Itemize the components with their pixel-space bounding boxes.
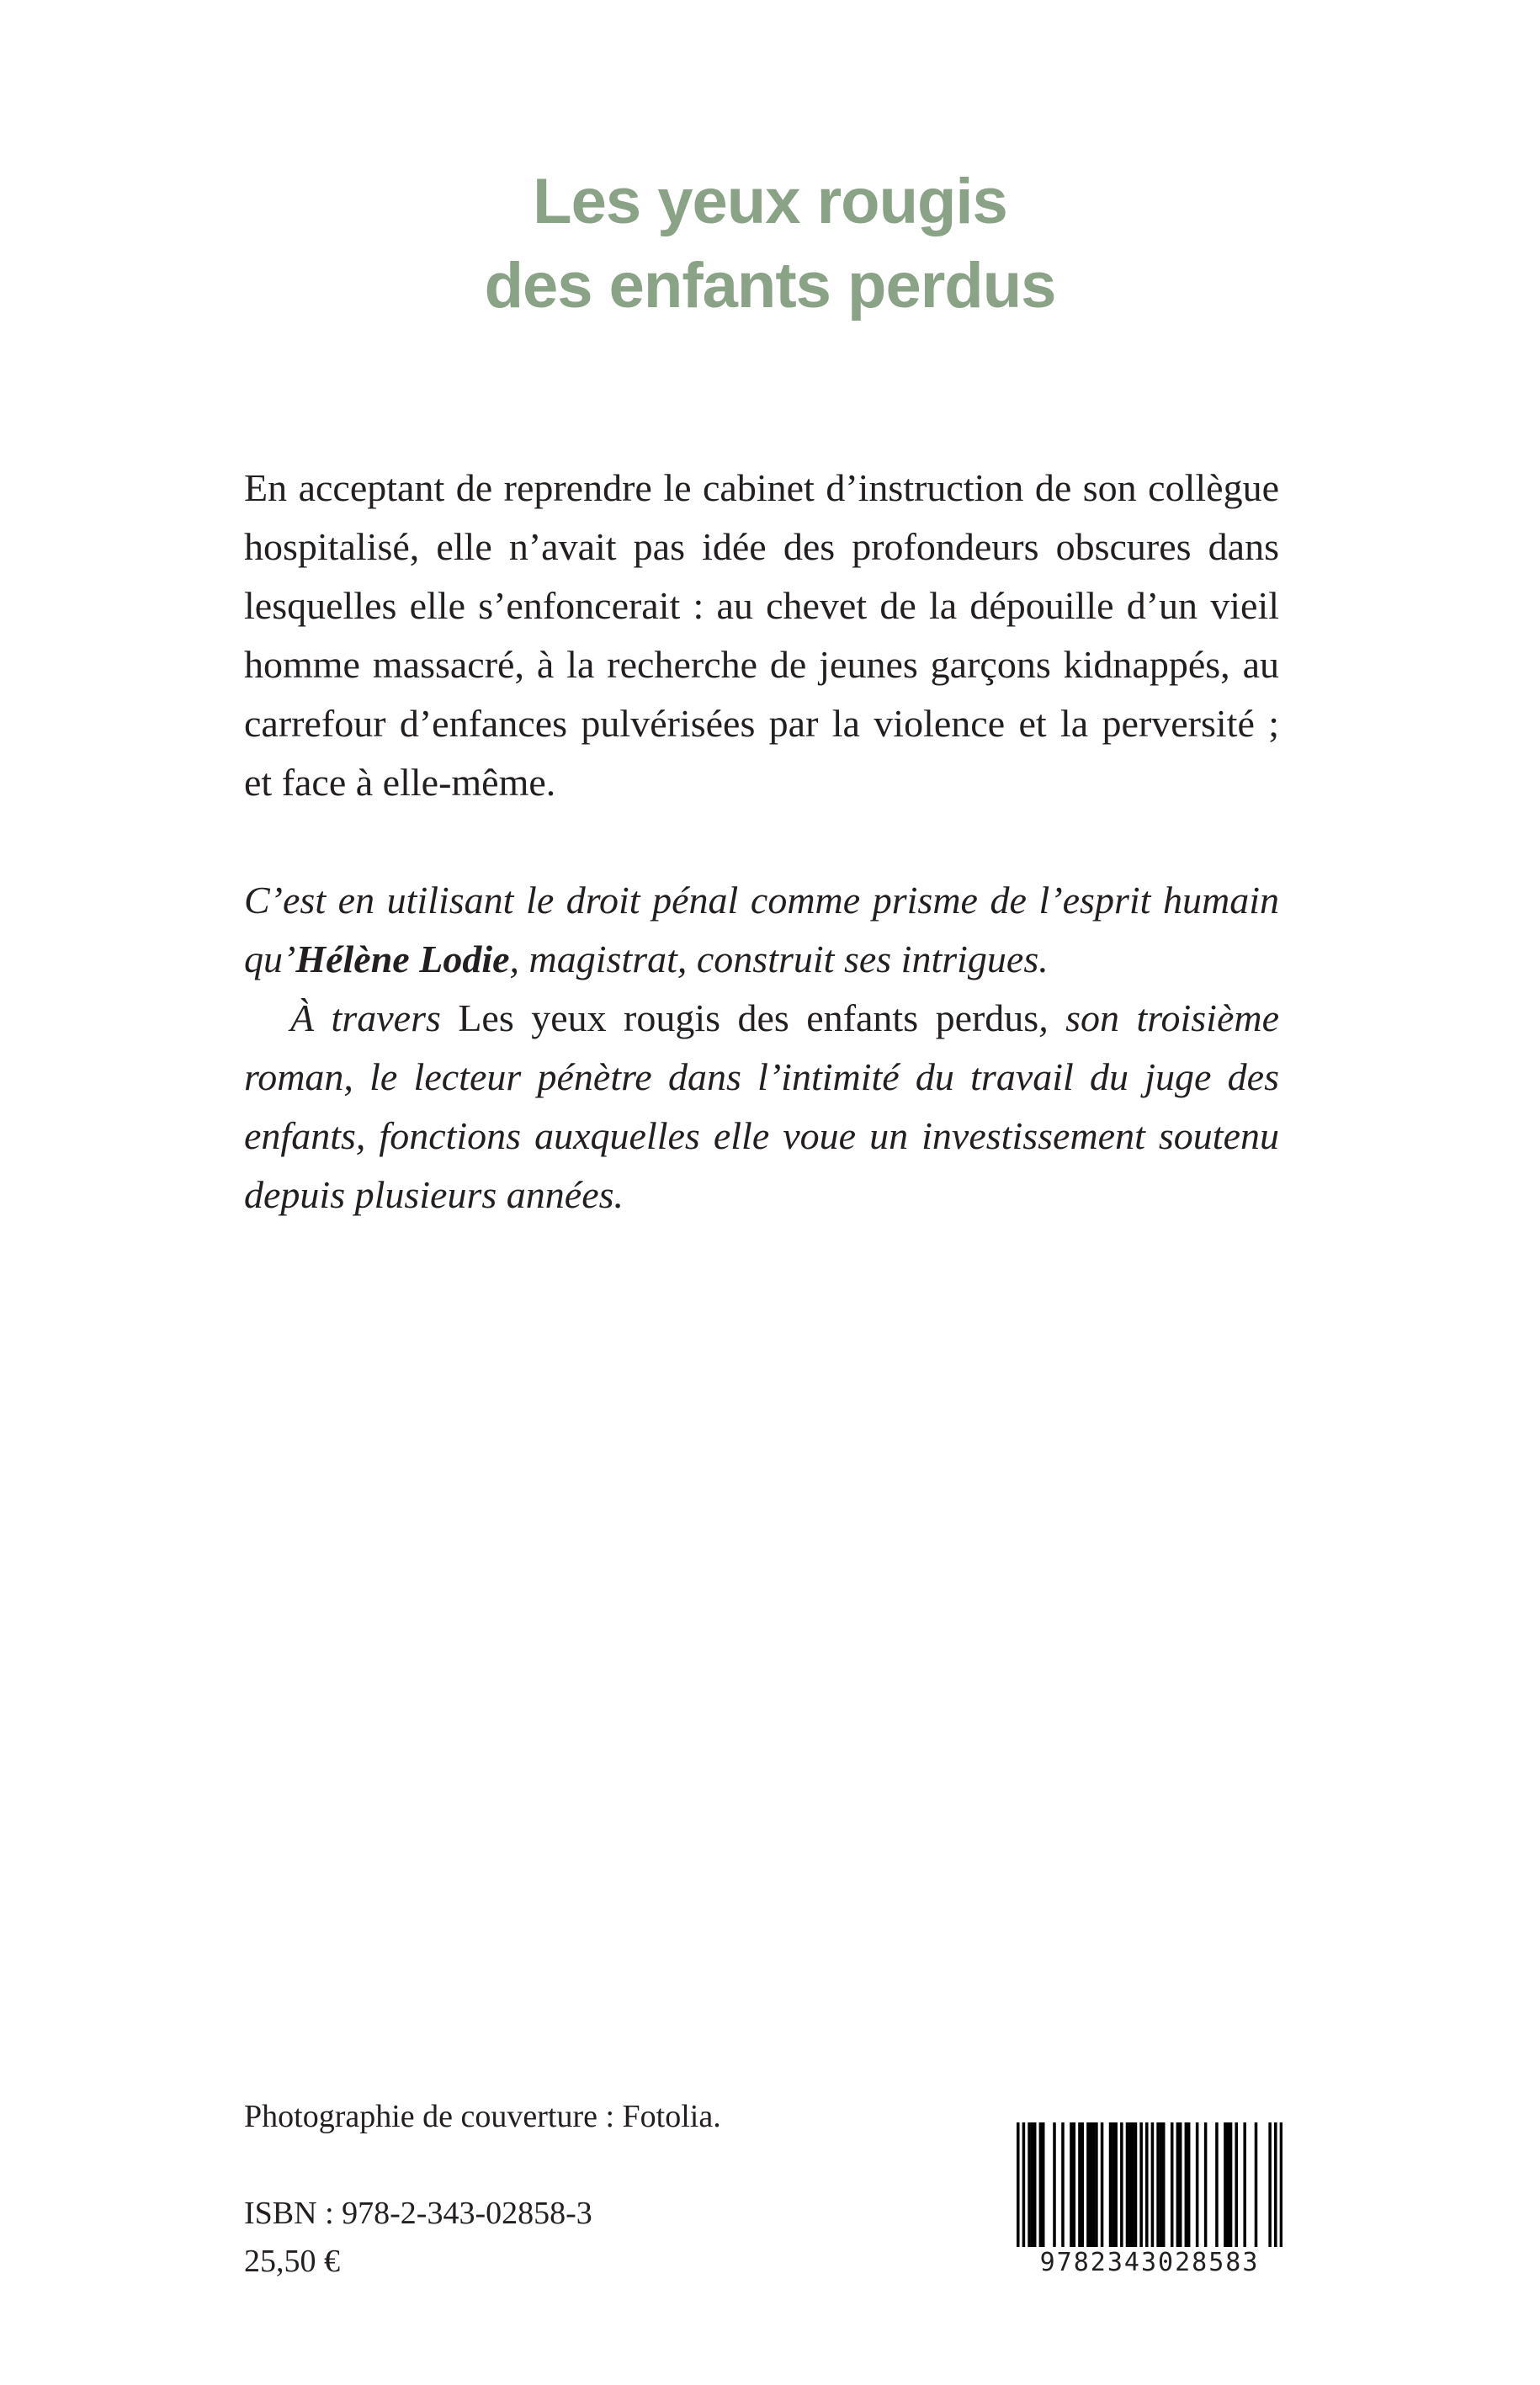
book-title-line-2: des enfants perdus [484, 250, 1056, 321]
barcode-bar [1120, 2122, 1123, 2249]
barcode-bar [1128, 2122, 1132, 2249]
barcode-bar [1235, 2122, 1238, 2249]
bio-text-2a: À travers [290, 996, 459, 1039]
bio-text-2b: , son troisième roman, le lecteur pénètre dans l’intimité du travail du juge des enfants, fonctions auxquelles elle voue un investissement soutenu depuis plusieurs années. [244, 996, 1279, 1216]
barcode-bar [1162, 2122, 1166, 2249]
barcode-bar [1109, 2122, 1113, 2249]
synopsis-paragraph: En acceptant de reprendre le cabinet d’instruction de son collègue hospitalisé, elle n’avait pas idée des profondeurs obscures dans lesquelles elle s’enfoncerait : au chevet de la dépouille d’un vieil homme massacré, à la recherche de jeunes garçons kidnappés, au carrefour d’enfances pulvérisées par la violence et la perversité ; et face à elle-même. [244, 466, 1279, 804]
barcode-bar [1089, 2122, 1092, 2249]
bio-text-1b: , magistrat, construit ses intrigues. [509, 938, 1049, 980]
barcode-bars [1017, 2122, 1282, 2249]
book-title-line-1: Les yeux rougis [533, 166, 1007, 237]
author-bio-paragraph-1 [244, 871, 1279, 989]
barcode-bar [1171, 2122, 1174, 2249]
barcode-bar [1224, 2122, 1227, 2249]
barcode-bar [1086, 2122, 1090, 2249]
barcode-bar [1112, 2122, 1115, 2249]
barcode-bar [1078, 2122, 1081, 2249]
barcode-bar [1187, 2122, 1191, 2249]
barcode-bar [1042, 2122, 1045, 2249]
barcode-bar [1022, 2122, 1026, 2249]
barcode-bar [1033, 2122, 1037, 2249]
barcode-bar [1081, 2122, 1085, 2249]
barcode-bar [1031, 2122, 1034, 2249]
cover-photo-credit: Photographie de couverture : Fotolia. [244, 2099, 721, 2134]
barcode-bar [1039, 2122, 1043, 2249]
barcode-bar [1134, 2122, 1138, 2249]
isbn: ISBN : 978-2-343-02858-3 [244, 2196, 592, 2231]
barcode-bar [1229, 2122, 1233, 2249]
barcode-bar [1101, 2122, 1104, 2249]
barcode-bar [1255, 2122, 1258, 2249]
barcode-bar [1226, 2122, 1229, 2249]
barcode-bar [1017, 2122, 1020, 2249]
barcode-bar [1243, 2122, 1246, 2249]
barcode-bar [1156, 2122, 1160, 2249]
author-bio [244, 871, 1279, 1224]
barcode-bar [1274, 2122, 1277, 2249]
barcode-digits: 9782343028583 [1017, 2247, 1282, 2279]
barcode-bar [1268, 2122, 1272, 2249]
bio-text-1a: C’est en utilisant le droit pénal comme prisme de l’esprit humain qu’ [244, 879, 1279, 980]
author-bio-paragraph-2 [244, 989, 1279, 1224]
barcode-bar [1196, 2122, 1199, 2249]
barcode-bar [1070, 2122, 1073, 2249]
barcode-bar [1280, 2122, 1282, 2249]
barcode-bar [1185, 2122, 1188, 2249]
barcode-bar [1126, 2122, 1129, 2249]
barcode-bar [1176, 2122, 1180, 2249]
author-name: Hélène Lodie [295, 938, 510, 980]
barcode-bar [1114, 2122, 1118, 2249]
barcode-bar [1131, 2122, 1134, 2249]
barcode-bar [1053, 2122, 1056, 2249]
barcode-bar [1061, 2122, 1065, 2249]
price: 25,50 € [244, 2244, 340, 2279]
barcode-bar [1160, 2122, 1163, 2249]
barcode-bar [1151, 2122, 1155, 2249]
barcode-bar [1073, 2122, 1076, 2249]
barcode-bar [1092, 2122, 1096, 2249]
barcode-bar [1145, 2122, 1149, 2249]
bio-book-title: Les yeux rougis des enfants perdus [458, 996, 1039, 1039]
barcode-bar [1204, 2122, 1208, 2249]
barcode-bar [1179, 2122, 1182, 2249]
book-title [0, 160, 1540, 328]
barcode-bar [1215, 2122, 1219, 2249]
barcode-bar [1095, 2122, 1098, 2249]
barcode-bar [1028, 2122, 1031, 2249]
barcode-bar [1139, 2122, 1143, 2249]
